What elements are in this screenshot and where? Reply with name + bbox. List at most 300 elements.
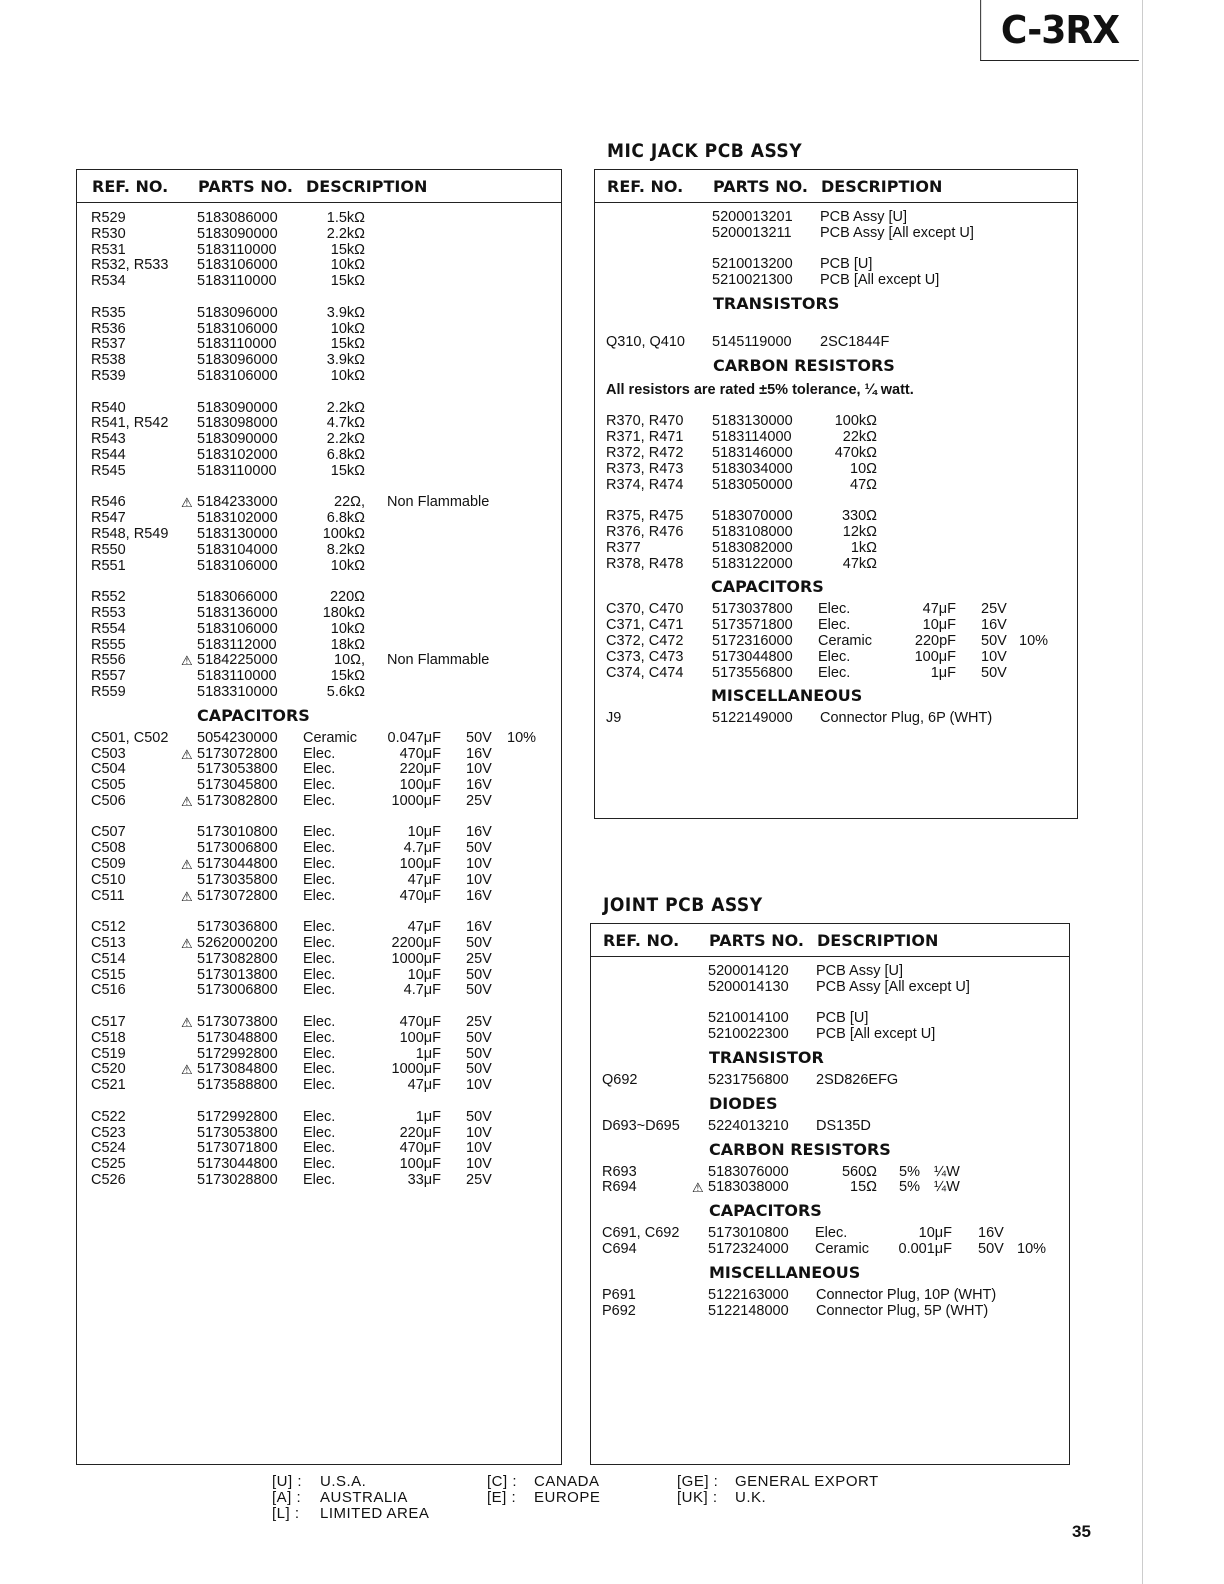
legend-code: [UK] :	[677, 1489, 718, 1506]
voltage-rating: 10V	[981, 648, 1007, 665]
resistance-value: 12kΩ	[842, 523, 877, 540]
ref-no: C510	[91, 871, 126, 888]
capacitance-value: 220μF	[399, 761, 441, 778]
capacitance-value: 0.047μF	[387, 729, 441, 746]
ref-no: R546	[91, 494, 126, 511]
category-heading-label: CAPACITORS	[711, 577, 824, 597]
ref-no: R536	[91, 320, 126, 337]
ref-no: R547	[91, 510, 126, 527]
category-heading-label: TRANSISTORS	[713, 293, 840, 313]
category-heading-label: TRANSISTOR	[709, 1047, 824, 1067]
part-row	[77, 1078, 561, 1094]
ref-no: R556	[91, 652, 126, 669]
category-heading-label: DIODES	[709, 1093, 778, 1113]
part-row	[77, 825, 561, 841]
region-legend	[0, 1474, 1224, 1524]
ref-no: C511	[91, 887, 125, 904]
voltage-rating: 10V	[466, 1124, 492, 1141]
ref-no: R534	[91, 273, 126, 290]
part-no: 5183076000	[708, 1163, 789, 1180]
voltage-rating: 10V	[466, 1077, 492, 1094]
part-no: 5173084800	[197, 1061, 278, 1078]
part-no: 5173053800	[197, 1124, 278, 1141]
description: Connector Plug, 10P (WHT)	[816, 1286, 997, 1303]
capacitance-value: 470μF	[399, 745, 441, 762]
spacer	[77, 810, 561, 826]
capacitance-value: 33μF	[407, 1172, 441, 1189]
part-row	[77, 511, 561, 527]
part-row	[591, 980, 1069, 996]
part-no: 5183050000	[712, 476, 793, 493]
ref-no: R554	[91, 620, 126, 637]
part-no: 5200013211	[712, 224, 792, 241]
voltage-rating: 16V	[978, 1225, 1004, 1242]
part-no: 5173556800	[712, 664, 793, 681]
resistance-value: 6.8kΩ	[326, 510, 365, 527]
ref-no: R540	[91, 399, 126, 416]
part-row	[595, 602, 1077, 618]
resistance-value: 4.7kΩ	[326, 415, 365, 432]
capacitance-value: 100μF	[399, 1029, 441, 1046]
part-row	[77, 762, 561, 778]
ref-no: C516	[91, 982, 126, 999]
part-row	[77, 306, 561, 322]
tolerance: 10%	[1019, 632, 1049, 649]
ref-no: R370, R470	[606, 413, 684, 430]
part-row	[595, 273, 1077, 289]
part-no: 5231756800	[708, 1071, 789, 1088]
part-row	[77, 274, 561, 290]
capacitor-type: Elec.	[303, 1045, 336, 1062]
part-no: 5210014100	[708, 1010, 789, 1027]
spacer	[77, 480, 561, 496]
ref-no: C512	[91, 919, 126, 936]
voltage-rating: 50V	[466, 1045, 492, 1062]
capacitor-type: Elec.	[303, 777, 336, 794]
part-no: 5183110000	[197, 668, 277, 685]
resistance-value: 15kΩ	[330, 273, 365, 290]
resistance-value: 2.2kΩ	[326, 399, 365, 416]
resistance-value: 22kΩ	[842, 429, 877, 446]
resistance-value: 47Ω	[850, 476, 877, 493]
capacitance-value: 100μF	[914, 648, 956, 665]
part-row	[77, 669, 561, 685]
part-no: 5183082000	[712, 539, 793, 556]
voltage-rating: 25V	[466, 950, 492, 967]
capacitance-value: 470μF	[399, 887, 441, 904]
part-row	[591, 1011, 1069, 1027]
ref-no: C518	[91, 1029, 126, 1046]
capacitor-type: Elec.	[303, 1061, 336, 1078]
joint-table-header	[591, 924, 1069, 957]
ref-no: R559	[91, 683, 126, 700]
part-no: 5183066000	[197, 589, 278, 606]
voltage-rating: 50V	[466, 1029, 492, 1046]
legend-code: [A] :	[272, 1489, 302, 1506]
ref-no: R545	[91, 462, 126, 479]
description: Connector Plug, 5P (WHT)	[816, 1302, 989, 1319]
spacer	[77, 1094, 561, 1110]
ref-no: C370, C470	[606, 601, 684, 618]
resistance-value: 8.2kΩ	[326, 541, 365, 558]
resistance-value: 3.9kΩ	[326, 352, 365, 369]
ref-no: C506	[91, 792, 126, 809]
parts-no-header: PARTS NO.	[713, 177, 808, 196]
resistance-value: 2.2kΩ	[326, 431, 365, 448]
part-no: 5200014130	[708, 978, 789, 995]
voltage-rating: 50V	[466, 935, 492, 952]
ref-no: R693	[602, 1163, 637, 1180]
description-header: DESCRIPTION	[821, 177, 943, 196]
part-row	[77, 1031, 561, 1047]
spacer	[77, 904, 561, 920]
part-row	[595, 257, 1077, 273]
voltage-rating: 25V	[466, 792, 492, 809]
ref-no: C374, C474	[606, 664, 684, 681]
part-no: 5173013800	[197, 966, 278, 983]
part-no: 5054230000	[197, 729, 278, 746]
part-row	[595, 335, 1077, 351]
ref-no: R530	[91, 225, 126, 242]
ref-no: R375, R475	[606, 508, 684, 525]
ref-no: C694	[602, 1240, 637, 1257]
spacer	[77, 574, 561, 590]
ref-no: R548, R549	[91, 525, 169, 542]
tolerance: 5%	[899, 1163, 920, 1180]
legend-name: U.S.A.	[320, 1473, 367, 1490]
legend-name: U.K.	[735, 1489, 767, 1506]
ref-no: C515	[91, 966, 126, 983]
ref-no: C524	[91, 1140, 126, 1157]
part-no: 5183102000	[197, 446, 278, 463]
capacitance-value: 220μF	[399, 1124, 441, 1141]
wattage: ¼W	[934, 1163, 960, 1180]
description: Connector Plug, 6P (WHT)	[820, 710, 993, 727]
capacitance-value: 220pF	[914, 632, 956, 649]
ref-no: C507	[91, 824, 126, 841]
ref-no: C501, C502	[91, 729, 169, 746]
ref-no: R377	[606, 539, 641, 556]
legend-code: [E] :	[487, 1489, 517, 1506]
ref-no: P691	[602, 1286, 636, 1303]
parts-no-header: PARTS NO.	[198, 177, 293, 196]
part-row	[591, 1027, 1069, 1043]
ref-no: R544	[91, 446, 126, 463]
part-row	[591, 1165, 1069, 1181]
part-no: 5183106000	[197, 557, 278, 574]
capacitor-type: Elec.	[303, 966, 336, 983]
legend-name: AUSTRALIA	[320, 1489, 408, 1506]
capacitance-value: 100μF	[399, 777, 441, 794]
resistance-value: 2.2kΩ	[326, 225, 365, 242]
part-no: 5173571800	[712, 617, 793, 634]
part-row	[77, 1173, 561, 1189]
description-header: DESCRIPTION	[817, 931, 939, 950]
capacitance-value: 10μF	[918, 1225, 952, 1242]
wattage: ¼W	[934, 1179, 960, 1196]
left-table-body	[77, 203, 561, 1189]
part-row	[77, 857, 561, 873]
voltage-rating: 50V	[466, 966, 492, 983]
capacitor-type: Elec.	[303, 935, 336, 952]
description: PCB [U]	[816, 1010, 869, 1027]
ref-no: C519	[91, 1045, 126, 1062]
resistance-value: 10kΩ	[330, 557, 365, 574]
part-no: 5183086000	[197, 210, 278, 226]
part-no: 5173010800	[708, 1225, 789, 1242]
ref-no: R539	[91, 367, 126, 384]
mic-parts-table	[594, 169, 1078, 819]
ref-no: C523	[91, 1124, 126, 1141]
category-heading	[595, 572, 1077, 602]
resistance-value: 15kΩ	[330, 336, 365, 353]
capacitance-value: 1μF	[415, 1045, 441, 1062]
part-no: 5172992800	[197, 1045, 278, 1062]
description: PCB Assy [All except U]	[816, 978, 970, 995]
tolerance: 5%	[899, 1179, 920, 1196]
capacitance-value: 1μF	[930, 664, 956, 681]
part-row	[595, 446, 1077, 462]
part-no: 5173071800	[197, 1140, 278, 1157]
resistance-value: 47kΩ	[842, 555, 877, 572]
capacitance-value: 4.7μF	[403, 982, 441, 999]
part-no: 5173073800	[197, 1014, 278, 1031]
capacitor-type: Elec.	[303, 919, 336, 936]
ref-no: C371, C471	[606, 617, 684, 634]
part-no: 5183130000	[712, 413, 793, 430]
capacitance-value: 10μF	[407, 824, 441, 841]
part-no: 5183110000	[197, 273, 277, 290]
part-no: 5122149000	[712, 710, 793, 727]
part-no: 5183090000	[197, 431, 278, 448]
part-row	[77, 495, 561, 511]
ref-no: C526	[91, 1172, 126, 1189]
part-no: 5183070000	[712, 508, 793, 525]
warning-triangle-icon: ⚠	[181, 857, 193, 873]
part-row	[77, 638, 561, 654]
part-row	[77, 841, 561, 857]
description: DS135D	[816, 1117, 871, 1134]
ref-no: C525	[91, 1156, 126, 1173]
part-no: 5173588800	[197, 1077, 278, 1094]
capacitor-type: Elec.	[303, 1029, 336, 1046]
ref-no: R557	[91, 668, 126, 685]
description: PCB [All except U]	[816, 1026, 936, 1043]
category-heading-label: CAPACITORS	[709, 1201, 822, 1221]
model-label: C-3RX	[980, 0, 1139, 61]
part-row	[77, 731, 561, 747]
part-row	[595, 666, 1077, 682]
capacitance-value: 1000μF	[391, 792, 441, 809]
part-row	[591, 1180, 1069, 1196]
ref-no: Q310, Q410	[606, 333, 685, 350]
capacitor-type: Elec.	[303, 1156, 336, 1173]
resistance-value: 470kΩ	[834, 444, 877, 461]
spacer	[595, 242, 1077, 258]
resistance-value: 3.9kΩ	[326, 304, 365, 321]
capacitance-value: 1000μF	[391, 1061, 441, 1078]
voltage-rating: 16V	[981, 617, 1007, 634]
capacitance-value: 100μF	[399, 1156, 441, 1173]
ref-no: R371, R471	[606, 429, 684, 446]
voltage-rating: 10V	[466, 1156, 492, 1173]
part-no: 5183106000	[197, 367, 278, 384]
part-row	[595, 509, 1077, 525]
capacitance-value: 2200μF	[391, 935, 441, 952]
ref-no-header: REF. NO.	[607, 177, 684, 196]
resistance-value: 5.6kΩ	[326, 683, 365, 700]
part-row	[595, 478, 1077, 494]
voltage-rating: 10V	[466, 761, 492, 778]
resistance-value: 10Ω,	[334, 652, 365, 669]
ref-no: C508	[91, 840, 126, 857]
category-heading	[591, 1043, 1069, 1073]
part-row	[77, 685, 561, 701]
voltage-rating: 10V	[466, 1140, 492, 1157]
capacitance-value: 10μF	[922, 617, 956, 634]
capacitance-value: 47μF	[922, 601, 956, 618]
part-no: 5173044800	[712, 648, 793, 665]
part-no: 5183110000	[197, 336, 277, 353]
warning-triangle-icon: ⚠	[181, 495, 193, 511]
description-note: Non Flammable	[387, 652, 490, 669]
capacitor-type: Elec.	[303, 887, 336, 904]
ref-no: C504	[91, 761, 126, 778]
part-no: 5122148000	[708, 1302, 789, 1319]
part-row	[77, 622, 561, 638]
part-no: 5262000200	[197, 935, 278, 952]
part-row	[77, 952, 561, 968]
part-row	[77, 936, 561, 952]
resistance-value: 15kΩ	[330, 668, 365, 685]
voltage-rating: 50V	[981, 632, 1007, 649]
resistance-value: 15Ω	[850, 1179, 877, 1196]
capacitor-type: Elec.	[303, 1172, 336, 1189]
part-row	[77, 243, 561, 259]
tolerance: 10%	[507, 729, 537, 746]
part-row	[595, 557, 1077, 573]
ref-no: R532, R533	[91, 257, 169, 274]
legend-name: CANADA	[534, 1473, 600, 1490]
category-heading	[595, 681, 1077, 711]
warning-triangle-icon: ⚠	[181, 936, 193, 952]
resistance-value: 560Ω	[841, 1163, 877, 1180]
part-row	[77, 527, 561, 543]
part-row	[595, 650, 1077, 666]
voltage-rating: 50V	[981, 664, 1007, 681]
ref-no: R537	[91, 336, 126, 353]
category-heading-label: MISCELLANEOUS	[709, 1262, 861, 1282]
resistance-value: 100kΩ	[834, 413, 877, 430]
part-no: 5173006800	[197, 840, 278, 857]
part-row	[595, 525, 1077, 541]
capacitor-type: Elec.	[818, 617, 851, 634]
capacitor-type: Elec.	[818, 648, 851, 665]
ref-no: C522	[91, 1108, 126, 1125]
part-row	[77, 258, 561, 274]
category-heading	[591, 1258, 1069, 1288]
part-row	[77, 211, 561, 227]
part-row	[595, 541, 1077, 557]
part-no: 5224013210	[708, 1117, 789, 1134]
ref-no: C691, C692	[602, 1225, 680, 1242]
ref-no: R553	[91, 604, 126, 621]
ref-no: R541, R542	[91, 415, 169, 432]
description: PCB [U]	[820, 256, 873, 273]
part-no: 5173035800	[197, 871, 278, 888]
ref-no: R373, R473	[606, 460, 684, 477]
part-no: 5173010800	[197, 824, 278, 841]
legend-name: GENERAL EXPORT	[735, 1473, 879, 1490]
resistance-value: 10kΩ	[330, 620, 365, 637]
part-row	[77, 1126, 561, 1142]
part-row	[595, 210, 1077, 226]
part-no: 5173053800	[197, 761, 278, 778]
part-row	[595, 430, 1077, 446]
part-no: 5122163000	[708, 1286, 789, 1303]
joint-section-title: JOINT PCB ASSY	[603, 894, 763, 916]
ref-no: R378, R478	[606, 555, 684, 572]
capacitor-type: Elec.	[303, 1077, 336, 1094]
capacitor-type: Ceramic	[303, 729, 357, 746]
part-no: 5173036800	[197, 919, 278, 936]
ref-no: J9	[606, 710, 622, 727]
voltage-rating: 50V	[466, 1061, 492, 1078]
warning-triangle-icon: ⚠	[181, 746, 193, 762]
part-no: 5200013201	[712, 209, 793, 225]
capacitance-value: 47μF	[407, 1077, 441, 1094]
resistance-value: 180kΩ	[322, 604, 365, 621]
resistance-value: 15kΩ	[330, 241, 365, 258]
part-no: 5183122000	[712, 555, 793, 572]
part-no: 5173028800	[197, 1172, 278, 1189]
part-row	[77, 559, 561, 575]
part-row	[77, 337, 561, 353]
voltage-rating: 25V	[466, 1014, 492, 1031]
part-no: 5183106000	[197, 320, 278, 337]
capacitor-type: Ceramic	[818, 632, 872, 649]
ref-no: C503	[91, 745, 126, 762]
resistance-value: 10kΩ	[330, 320, 365, 337]
legend-code: [GE] :	[677, 1473, 719, 1490]
part-row	[77, 1047, 561, 1063]
ref-no: C514	[91, 950, 126, 967]
part-row	[591, 1073, 1069, 1089]
resistance-value: 22Ω,	[334, 494, 365, 511]
spacer	[595, 319, 1077, 335]
ref-no: R555	[91, 636, 126, 653]
part-no: 5183090000	[197, 399, 278, 416]
resistance-value: 1kΩ	[850, 539, 877, 556]
part-row	[595, 226, 1077, 242]
capacitor-type: Elec.	[303, 856, 336, 873]
capacitance-value: 47μF	[407, 871, 441, 888]
ref-no-header: REF. NO.	[92, 177, 169, 196]
parts-no-header: PARTS NO.	[709, 931, 804, 950]
part-no: 5183098000	[197, 415, 278, 432]
ref-no: R376, R476	[606, 523, 684, 540]
ref-no: C372, C472	[606, 632, 684, 649]
ref-no: P692	[602, 1302, 636, 1319]
category-heading-label: CARBON RESISTORS	[709, 1139, 891, 1159]
ref-no: C521	[91, 1077, 126, 1094]
part-row	[595, 634, 1077, 650]
ref-no: R535	[91, 304, 126, 321]
part-row	[77, 227, 561, 243]
joint-parts-table	[590, 923, 1070, 1465]
part-no: 5172316000	[712, 632, 793, 649]
ref-no: C517	[91, 1014, 126, 1031]
